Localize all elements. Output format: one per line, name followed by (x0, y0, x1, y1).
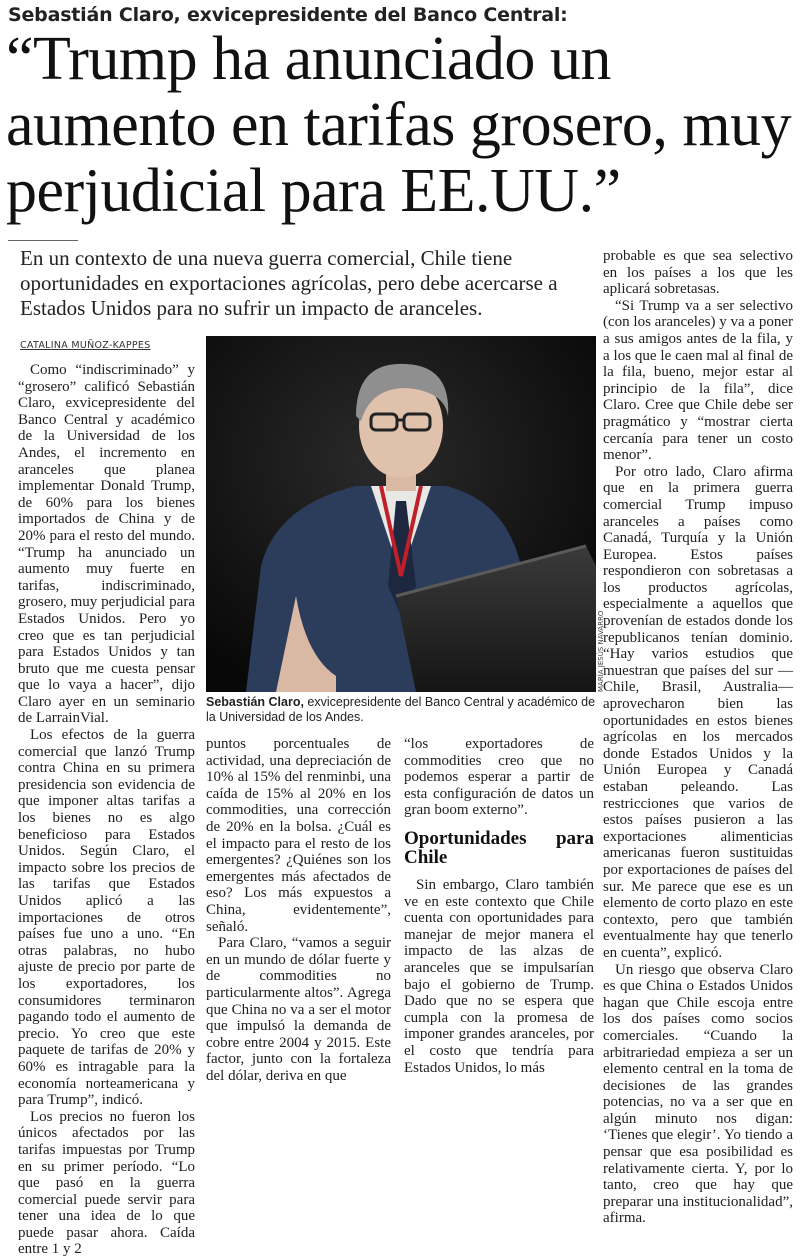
photo-credit: MARÍA JESÚS NAVARRO (597, 610, 605, 692)
paragraph: puntos porcentuales de actividad, una depreciación de 10% al 15% del renminbi, una caída de 15% al 20% en los commodities, una corrección de 20% en la bolsa. ¿Cuál es el impacto para el resto de los emergentes? ¿Quiénes son los emergentes más afectados de eso? Los más expuestos a China, evidentemente”, señaló. (206, 736, 391, 935)
paragraph: “los exportadores de commodities creo que no podemos esperar a partir de esta configuración de datos un gran boom externo”. (404, 736, 594, 819)
article-dek: En un contexto de una nueva guerra comercial, Chile tiene oportunidades en exportaciones agrícolas, pero debe acercarse a Estados Unidos para no sufrir un impacto de aranceles. (20, 246, 558, 320)
article-photo (206, 336, 596, 692)
article-headline: “Trump ha anunciado un aumento en tarifas grosero, muy perjudicial para EE.UU.” (6, 25, 792, 225)
paragraph: Sin embargo, Claro también ve en este contexto que Chile cuenta con oportunidades para manejar de mejor manera el impacto de las alzas de aranceles que se impulsarían bajo el gobierno de Trump. Dado que no se espera que cumpla con la promesa de imponer grandes aranceles, por el costo que tendría para Estados Unidos, lo más (404, 876, 594, 1076)
paragraph: probable es que sea selectivo en los países a los que les aplicará sobretasas. (603, 248, 793, 298)
article-column-1 (18, 362, 195, 1258)
photo-caption (206, 695, 596, 725)
article-column-2 (206, 736, 391, 1084)
paragraph: “Si Trump va a ser selectivo (con los aranceles) y va a poner a sus amigos antes de la fila, y a los que le caen mal al final de la fila, bueno, mejor estar al principio de la fila”, dice Claro. Cree que Chile debe ser pragmático y “mostrar cierta cercanía para tener un costo menor”. (603, 297, 793, 464)
paragraph: Por otro lado, Claro afirma que en la primera guerra comercial Trump impuso aranceles a países como Canadá, Turquía y la Unión Europea. Estos países respondieron con sobretasas a los productos agrícolas, especialmente a aquellos que provenían de estados donde los republicanos tenían dominio. “Hay varios estudios que muestran que países del sur —Chile, Brasil, Australia— aprovecharon bien las oportunidades en estos bienes agrícolas en los mercados donde Estados Unidos y la Unión Europea y Canadá estaban peleando. Las restricciones que varios de estos países pusieron a las exportaciones alimenticias americanas fueron sustituidas por exportaciones de países del sur. Me parece que ese es un elemento de corto plazo en este contexto, pero que también eventualmente hay que tenerlo en cuenta”, explicó. (603, 463, 793, 961)
byline: CATALINA MUÑOZ-KAPPES (20, 340, 151, 351)
paragraph: Como “indiscriminado” y “grosero” calificó Sebastián Claro, exvicepresidente del Banco Central y académico de la Universidad de los Andes, el incremento en aranceles que planea implementar Donald Trump, de 60% para los bienes importados de China y de 20% para el resto del mundo. “Trump ha anunciado un aumento muy fuerte en tarifas, indiscriminado, grosero, muy perjudicial para Estados Unidos. Pero yo creo que es tan perjudicial para Estados Unidos y tan bruto que me cuesta pensar que lo vaya a hacer”, dijo Claro ayer en un seminario de LarrainVial. (18, 362, 195, 727)
paragraph: Los precios no fueron los únicos afectados por las tarifas impuestas por Trump en su primer período. “Lo que pasó en la guerra comercial puede servir para tener una idea de lo que puede pasar ahora. Caída entre 1 y 2 (18, 1108, 195, 1258)
caption-name: Sebastián Claro, (206, 695, 304, 709)
divider-rule (8, 240, 78, 241)
paragraph: Los efectos de la guerra comercial que lanzó Trump contra China en su primera presidencia son evidencia de que imponer altas tarifas a los bienes no es algo beneficioso para Estados Unidos. Según Claro, el impacto sobre los precios de las tarifas que Estados Unidos aplicó a las importaciones de otros países fue uno a uno. “En otras palabras, no hubo ajuste de precio por parte de los exportadores, los consumidores terminaron pagando todo el aumento de precio. Yo creo que este paquete de tarifas de 20% y 60% es intragable para la economía norteamericana y para Trump”, indicó. (18, 727, 195, 1109)
section-subhead: Oportunidades para Chile (404, 827, 594, 868)
speaker-photo-illustration (206, 336, 596, 692)
paragraph: Para Claro, “vamos a seguir en un mundo de dólar fuerte y de commodities no particularmente altos”. Agrega que China no va a ser el motor que impulsó la demanda de cobre entre 2004 y 2015. Este factor, junto con la fortaleza del dólar, deriva en que (206, 935, 391, 1084)
paragraph: Un riesgo que observa Claro es que China o Estados Unidos hagan que Chile escoja entre los dos países como socios comerciales. “Cuando la arbitrariedad empieza a ser un elemento central en la toma de decisiones de las grandes potencias, no va a ser que en algún minuto nos digan: ‘Tienes que elegir’. Yo tiendo a pensar que esa posibilidad es relativamente cierta. Y, por lo tanto, creo que hay que preparar una institucionalidad”, afirma. (603, 961, 793, 1227)
article-kicker: Sebastián Claro, exvicepresidente del Banco Central: (8, 4, 568, 26)
article-column-3 (404, 736, 594, 1076)
article-column-4 (603, 248, 793, 1227)
caption-text: exvicepresidente del Banco Central y académico de la Universidad de los Andes. (206, 695, 596, 724)
